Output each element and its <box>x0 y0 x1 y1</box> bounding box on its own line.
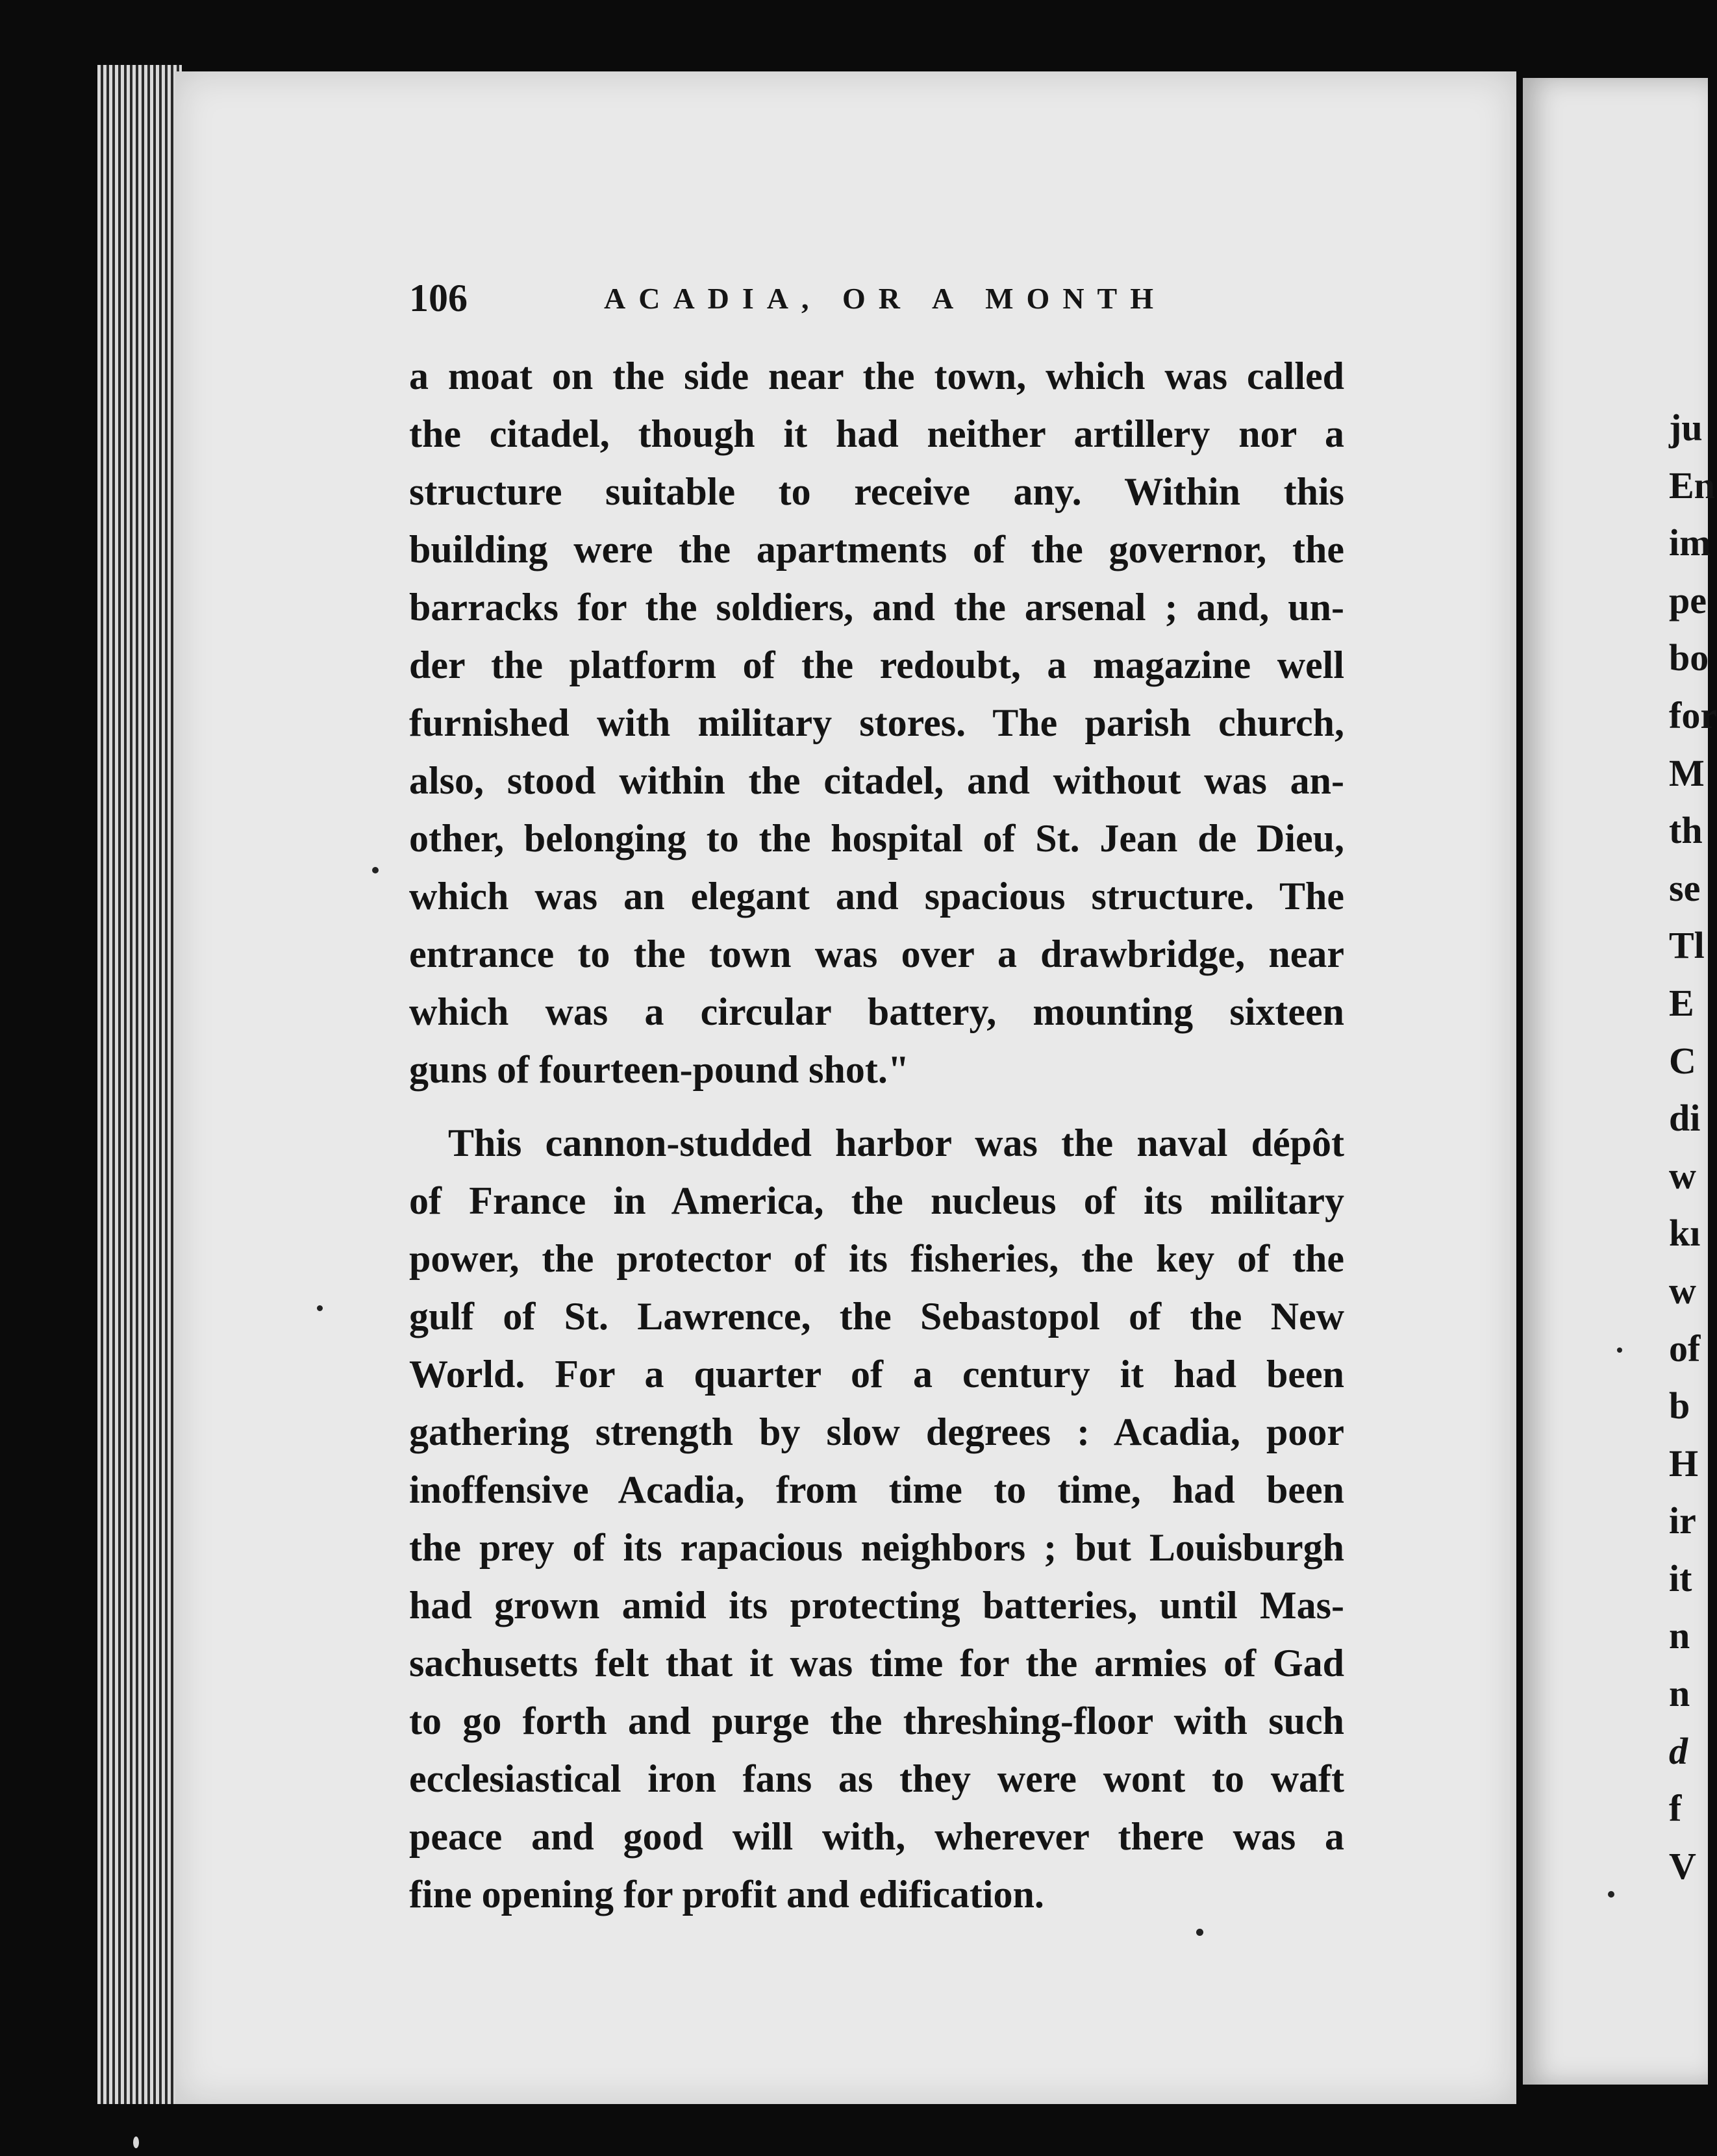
text-line: to go forth and purge the threshing-floor with such <box>409 1699 1344 1742</box>
text-line: which was an elegant and spacious structure. The <box>409 875 1344 918</box>
fragment: V <box>1669 1844 1696 1887</box>
text-line: structure suitable to receive any. Within this <box>409 470 1344 513</box>
fragment: pe <box>1669 579 1707 621</box>
fragment: f <box>1669 1787 1682 1830</box>
fragment: im <box>1669 521 1711 564</box>
paragraph-gap <box>409 1099 1344 1114</box>
running-head <box>409 276 1253 321</box>
fragment: it <box>1669 1557 1692 1599</box>
text-line: power, the protector of its fisheries, the key of the <box>409 1237 1344 1280</box>
text-line: entrance to the town was over a drawbridge, near <box>409 933 1344 975</box>
text-line: had grown amid its protecting batteries, until Mas- <box>409 1584 1344 1627</box>
text-line: peace and good will with, wherever there was a <box>409 1815 1344 1858</box>
fragment: H <box>1669 1442 1699 1485</box>
text-line: der the platform of the redoubt, a magazine well <box>409 644 1344 686</box>
fragment: kı <box>1669 1212 1701 1255</box>
fragment: w <box>1669 1154 1696 1197</box>
fragment: bo <box>1669 636 1709 679</box>
fragment: ir <box>1669 1499 1696 1542</box>
text-line: ecclesiastical iron fans as they were wont to waft <box>409 1757 1344 1800</box>
text-line: also, stood within the citadel, and without was an- <box>409 759 1344 802</box>
text-line: fine opening for profit and edification. <box>409 1873 1044 1916</box>
fragment: Tl <box>1669 924 1705 967</box>
ink-speck <box>1608 1891 1614 1898</box>
ink-speck <box>372 867 379 873</box>
fragment: ju <box>1669 407 1703 449</box>
running-title: ACADIA, OR A MONTH <box>604 282 1167 315</box>
fragment: C <box>1669 1039 1696 1082</box>
paragraph <box>409 1114 1344 1924</box>
text-line: which was a circular battery, mounting sixteen <box>409 990 1344 1033</box>
fragment: se <box>1669 866 1701 909</box>
fragment: b <box>1669 1385 1690 1427</box>
text-line: the citadel, though it had neither artillery nor a <box>409 412 1344 455</box>
text-line: sachusetts felt that it was time for the armies of Gad <box>409 1642 1344 1685</box>
fragment: of <box>1669 1327 1701 1370</box>
fragment: di <box>1669 1097 1701 1140</box>
text-line: building were the apartments of the governor, the <box>409 528 1344 571</box>
text-line: This cannon-studded harbor was the naval dépôt <box>448 1122 1344 1164</box>
ink-speck <box>133 2137 139 2148</box>
page-edge-stack <box>97 65 182 2104</box>
facing-page-text-fragments <box>1669 399 1717 1895</box>
fragment: for <box>1669 694 1717 736</box>
paragraph <box>409 347 1344 1099</box>
text-line: inoffensive Acadia, from time to time, had been <box>409 1468 1344 1511</box>
fragment: M <box>1669 751 1705 794</box>
text-line: other, belonging to the hospital of St. Jean de Dieu, <box>409 817 1344 860</box>
ink-speck <box>1617 1348 1622 1353</box>
fragment: d <box>1669 1729 1688 1772</box>
text-line: guns of fourteen-pound shot." <box>409 1048 910 1091</box>
fragment: E <box>1669 981 1694 1024</box>
ink-speck <box>317 1305 323 1311</box>
text-line: furnished with military stores. The parish church, <box>409 701 1344 744</box>
page-number: 106 <box>409 277 468 320</box>
fragment: n <box>1669 1614 1690 1657</box>
fragment: th <box>1669 809 1703 852</box>
body-text <box>409 347 1344 1924</box>
text-line: gathering strength by slow degrees : Acadia, poor <box>409 1410 1344 1453</box>
text-line: World. For a quarter of a century it had been <box>409 1353 1344 1396</box>
text-line: barracks for the soldiers, and the arsenal ; and, un- <box>409 586 1344 629</box>
fragment: n <box>1669 1672 1690 1715</box>
fragment: w <box>1669 1269 1696 1312</box>
text-line: gulf of St. Lawrence, the Sebastopol of the New <box>409 1295 1344 1338</box>
text-line: the prey of its rapacious neighbors ; but Louisburgh <box>409 1526 1344 1569</box>
ink-speck <box>1196 1929 1203 1936</box>
fragment: En <box>1669 464 1715 507</box>
text-line: a moat on the side near the town, which was called <box>409 355 1344 397</box>
text-line: of France in America, the nucleus of its military <box>409 1179 1344 1222</box>
